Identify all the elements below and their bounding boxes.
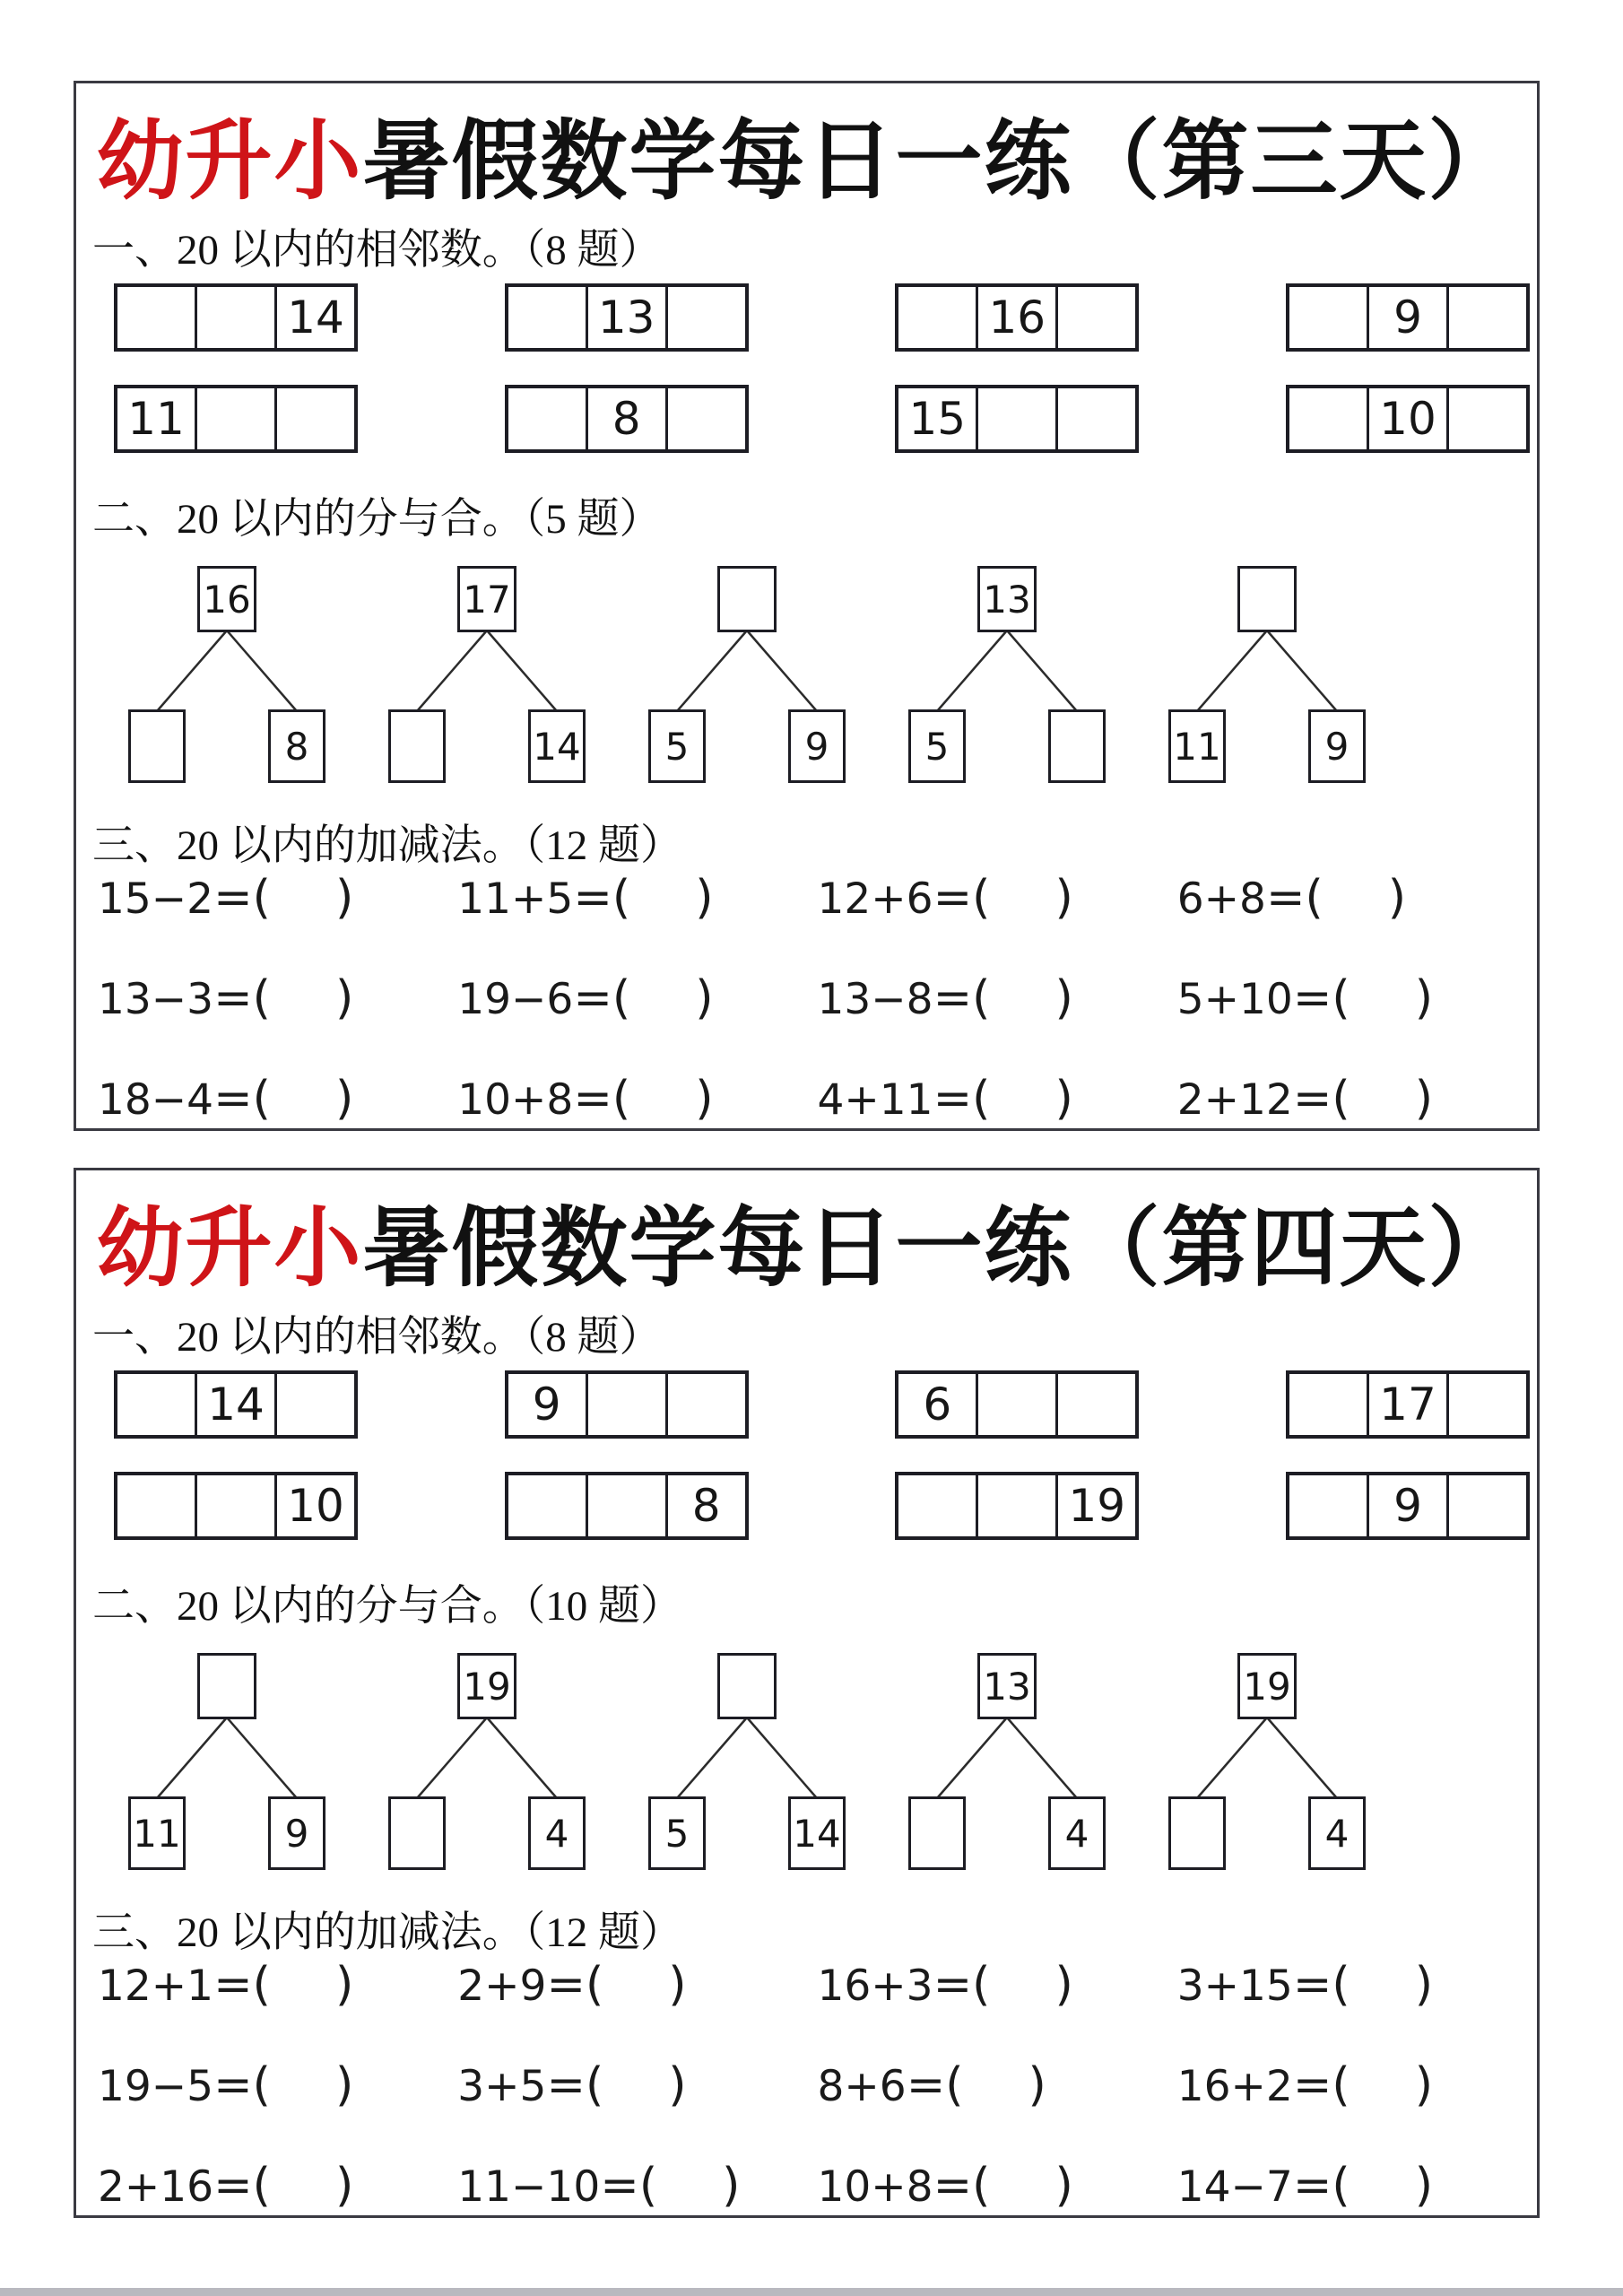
paren-close: ) bbox=[695, 971, 714, 1025]
number-bond bbox=[635, 566, 859, 783]
neighbor-cell[interactable] bbox=[1446, 287, 1526, 348]
neighbor-cell-filled: 17 bbox=[1367, 1374, 1446, 1435]
answer-blank[interactable] bbox=[1350, 2200, 1415, 2201]
neighbor-cell[interactable] bbox=[117, 1374, 195, 1435]
paren-close: ) bbox=[1387, 871, 1407, 925]
neighbor-cell[interactable] bbox=[898, 287, 976, 348]
bond-top-box[interactable] bbox=[717, 566, 777, 632]
neighbor-cell[interactable] bbox=[665, 287, 745, 348]
equation bbox=[98, 871, 457, 925]
neighbor-cell[interactable] bbox=[1055, 388, 1135, 449]
paren-open: =( bbox=[906, 2058, 964, 2112]
paren-close: ) bbox=[1055, 1958, 1073, 2012]
paren-close: ) bbox=[334, 1958, 354, 2012]
answer-blank[interactable] bbox=[990, 1999, 1055, 2000]
neighbor-group bbox=[895, 283, 1139, 352]
answer-blank[interactable] bbox=[990, 1113, 1055, 1114]
neighbor-cell-filled: 16 bbox=[976, 287, 1055, 348]
number-bonds-row bbox=[115, 1653, 1379, 1870]
neighbor-group bbox=[114, 1370, 358, 1439]
bond-right-box: 9 bbox=[788, 709, 846, 783]
paren-open: =( bbox=[213, 2159, 271, 2213]
neighbor-cell[interactable] bbox=[195, 287, 274, 348]
neighbor-cell[interactable] bbox=[1289, 388, 1367, 449]
paren-close: ) bbox=[1028, 2058, 1046, 2112]
neighbor-group bbox=[895, 385, 1139, 453]
paren-open: =( bbox=[1292, 1958, 1350, 2012]
answer-blank[interactable] bbox=[603, 1999, 668, 2000]
answer-blank[interactable] bbox=[630, 1113, 695, 1114]
equation-expression: 6+8 bbox=[1176, 874, 1266, 924]
bond-top-box: 16 bbox=[197, 566, 256, 632]
paren-close: ) bbox=[1055, 971, 1073, 1025]
equation-expression: 11+5 bbox=[457, 874, 574, 924]
paren-open: =( bbox=[1292, 971, 1350, 1025]
neighbor-cell[interactable] bbox=[117, 1475, 195, 1536]
worksheet-title-day3 bbox=[76, 91, 1537, 216]
bond-left-box: 5 bbox=[648, 709, 706, 783]
equation bbox=[1177, 871, 1537, 925]
neighbor-group bbox=[1286, 385, 1530, 453]
equation bbox=[98, 1958, 457, 2012]
section2-heading: 二、20 以内的分与合。（10 题） bbox=[92, 1583, 682, 1630]
equation-expression: 12+1 bbox=[98, 1961, 214, 2011]
neighbor-cell[interactable] bbox=[898, 1475, 976, 1536]
paren-open: =( bbox=[213, 2058, 271, 2112]
neighbor-cell[interactable] bbox=[665, 388, 745, 449]
bond-top-box: 17 bbox=[457, 566, 516, 632]
paren-close: ) bbox=[1414, 2159, 1433, 2213]
number-bond bbox=[635, 1653, 859, 1870]
equation bbox=[1177, 1072, 1537, 1126]
neighbor-cell-filled: 8 bbox=[586, 388, 665, 449]
bond-left-box[interactable] bbox=[388, 1796, 446, 1870]
paren-close: ) bbox=[1414, 1072, 1433, 1126]
worksheet-panel-day4 bbox=[74, 1168, 1540, 2218]
equation bbox=[818, 971, 1177, 1025]
neighbor-cell[interactable] bbox=[1446, 1374, 1526, 1435]
paren-open: =( bbox=[1265, 871, 1324, 925]
neighbor-cell[interactable] bbox=[1055, 287, 1135, 348]
equation bbox=[98, 971, 457, 1025]
equation bbox=[818, 2058, 1177, 2112]
bond-top-box: 13 bbox=[977, 1653, 1037, 1719]
neighbor-cell-filled: 19 bbox=[1055, 1475, 1135, 1536]
bond-top-box: 19 bbox=[1237, 1653, 1297, 1719]
number-bonds-row bbox=[115, 566, 1379, 783]
bond-top-box[interactable] bbox=[1237, 566, 1297, 632]
answer-blank[interactable] bbox=[271, 912, 335, 913]
paren-close: ) bbox=[1055, 871, 1073, 925]
number-bond bbox=[115, 566, 339, 783]
worksheet-panel-day3 bbox=[74, 81, 1540, 1131]
equation-expression: 13−8 bbox=[817, 975, 933, 1024]
bond-right-box: 9 bbox=[1308, 709, 1366, 783]
paren-close: ) bbox=[334, 1072, 354, 1126]
equation bbox=[818, 1072, 1177, 1126]
answer-blank[interactable] bbox=[1350, 1999, 1415, 2000]
number-bond bbox=[895, 1653, 1119, 1870]
equations-grid bbox=[98, 1935, 1537, 2236]
number-bond bbox=[1155, 1653, 1379, 1870]
answer-blank[interactable] bbox=[271, 1999, 335, 2000]
paren-open: =( bbox=[546, 1958, 604, 2012]
neighbor-group bbox=[505, 385, 749, 453]
paren-close: ) bbox=[1414, 2058, 1433, 2112]
bond-top-box[interactable] bbox=[717, 1653, 777, 1719]
neighbor-cell[interactable] bbox=[1055, 1374, 1135, 1435]
neighbor-cell[interactable] bbox=[1289, 1475, 1367, 1536]
neighbor-cell[interactable] bbox=[665, 1374, 745, 1435]
neighbor-group bbox=[114, 385, 358, 453]
answer-blank[interactable] bbox=[990, 912, 1055, 913]
bond-right-box: 14 bbox=[788, 1796, 846, 1870]
neighbor-cell-filled: 6 bbox=[923, 1378, 952, 1431]
equation bbox=[457, 1072, 817, 1126]
neighbor-cell-filled: 9 bbox=[1367, 1475, 1446, 1536]
equation bbox=[98, 2159, 457, 2213]
number-bond bbox=[115, 1653, 339, 1870]
neighbor-group bbox=[1286, 1472, 1530, 1540]
number-bond bbox=[375, 1653, 599, 1870]
paren-open: =( bbox=[573, 1072, 631, 1126]
number-bond bbox=[375, 566, 599, 783]
paren-close: ) bbox=[334, 971, 354, 1025]
paren-open: =( bbox=[933, 1958, 991, 2012]
equation bbox=[1177, 2058, 1537, 2112]
bond-left-box[interactable] bbox=[1168, 1796, 1226, 1870]
neighbor-cell[interactable] bbox=[274, 1374, 354, 1435]
equation bbox=[457, 871, 817, 925]
neighbor-cell-filled: 10 bbox=[1367, 388, 1446, 449]
paren-open: =( bbox=[1292, 2159, 1350, 2213]
equation-expression: 3+5 bbox=[457, 2062, 547, 2111]
equation-expression: 19−5 bbox=[98, 2062, 214, 2111]
bond-left-box: 11 bbox=[128, 1796, 186, 1870]
paren-close: ) bbox=[1414, 971, 1433, 1025]
neighbor-cell-filled: 13 bbox=[586, 287, 665, 348]
bond-top-box[interactable] bbox=[197, 1653, 256, 1719]
neighbor-cell[interactable] bbox=[195, 1475, 274, 1536]
paren-open: =( bbox=[573, 871, 631, 925]
paren-open: =( bbox=[600, 2159, 658, 2213]
neighbor-group bbox=[895, 1370, 1139, 1439]
paren-close: ) bbox=[334, 2159, 354, 2213]
equation bbox=[818, 1958, 1177, 2012]
bond-right-box: 4 bbox=[528, 1796, 586, 1870]
neighbor-cell[interactable] bbox=[1289, 287, 1367, 348]
answer-blank[interactable] bbox=[271, 2200, 335, 2201]
neighbor-cell-filled: 9 bbox=[1367, 287, 1446, 348]
paren-open: =( bbox=[573, 971, 631, 1025]
bond-top-box: 13 bbox=[977, 566, 1037, 632]
neighbor-cell-filled: 11 bbox=[127, 393, 185, 445]
section2-heading: 二、20 以内的分与合。（5 题） bbox=[92, 496, 662, 543]
neighbor-row bbox=[114, 1472, 1530, 1540]
section1-heading: 一、20 以内的相邻数。（8 题） bbox=[92, 1314, 662, 1361]
neighbor-group bbox=[114, 1472, 358, 1540]
equation-expression: 15−2 bbox=[98, 874, 214, 924]
equation-expression: 12+6 bbox=[817, 874, 933, 924]
equation bbox=[1177, 1958, 1537, 2012]
neighbor-cell-filled: 8 bbox=[665, 1475, 745, 1536]
neighbor-cell[interactable] bbox=[117, 287, 195, 348]
equation-expression: 11−10 bbox=[457, 2162, 601, 2212]
number-bond bbox=[895, 566, 1119, 783]
title-text: 暑假数学每日一练（第三天） bbox=[362, 114, 1517, 210]
neighbor-cell-filled: 10 bbox=[274, 1475, 354, 1536]
number-bond bbox=[1155, 566, 1379, 783]
bond-right-box: 8 bbox=[268, 709, 325, 783]
bond-right-box: 4 bbox=[1048, 1796, 1106, 1870]
neighbor-cell[interactable] bbox=[274, 388, 354, 449]
answer-blank[interactable] bbox=[990, 2200, 1055, 2201]
equation bbox=[1177, 2159, 1537, 2213]
equation-expression: 10+8 bbox=[457, 1075, 574, 1125]
equation bbox=[98, 1072, 457, 1126]
answer-blank[interactable] bbox=[630, 912, 695, 913]
neighbor-cell[interactable] bbox=[586, 1475, 665, 1536]
equation bbox=[1177, 971, 1537, 1025]
neighbor-cell[interactable] bbox=[195, 388, 274, 449]
paren-close: ) bbox=[722, 2159, 741, 2213]
neighbor-cell[interactable] bbox=[508, 388, 586, 449]
bond-left-box: 11 bbox=[1168, 709, 1226, 783]
bond-left-box[interactable] bbox=[388, 709, 446, 783]
bond-top-box: 19 bbox=[457, 1653, 516, 1719]
neighbor-group bbox=[505, 1472, 749, 1540]
bond-right-box: 4 bbox=[1308, 1796, 1366, 1870]
title-highlight: 幼升小 bbox=[96, 114, 363, 210]
paren-open: =( bbox=[933, 2159, 991, 2213]
equation-expression: 5+10 bbox=[1176, 975, 1293, 1024]
equation-expression: 14−7 bbox=[1176, 2162, 1293, 2212]
answer-blank[interactable] bbox=[657, 2200, 722, 2201]
neighbor-cell-filled: 9 bbox=[532, 1378, 561, 1431]
equation-expression: 4+11 bbox=[817, 1075, 933, 1125]
paren-close: ) bbox=[1055, 2159, 1073, 2213]
paren-close: ) bbox=[695, 871, 714, 925]
paren-open: =( bbox=[213, 971, 271, 1025]
paren-close: ) bbox=[695, 1072, 714, 1126]
equation-expression: 2+12 bbox=[1176, 1075, 1293, 1125]
bond-right-box: 9 bbox=[268, 1796, 325, 1870]
paren-close: ) bbox=[1414, 1958, 1433, 2012]
paren-close: ) bbox=[334, 2058, 354, 2112]
neighbor-cell[interactable] bbox=[976, 1374, 1055, 1435]
equation bbox=[457, 1958, 817, 2012]
neighbor-cell[interactable] bbox=[976, 388, 1055, 449]
paren-close: ) bbox=[668, 2058, 687, 2112]
equation-expression: 16+2 bbox=[1176, 2062, 1293, 2111]
neighbor-row bbox=[114, 1370, 1530, 1439]
neighbor-cell[interactable] bbox=[976, 1475, 1055, 1536]
equation bbox=[457, 971, 817, 1025]
paren-open: =( bbox=[546, 2058, 604, 2112]
section3-heading: 三、20 以内的加减法。（12 题） bbox=[92, 822, 682, 869]
paren-close: ) bbox=[1055, 1072, 1073, 1126]
bond-left-box: 5 bbox=[648, 1796, 706, 1870]
neighbor-cell-filled: 15 bbox=[908, 393, 967, 445]
answer-blank[interactable] bbox=[1350, 1113, 1415, 1114]
bond-left-box[interactable] bbox=[128, 709, 186, 783]
neighbor-group bbox=[114, 283, 358, 352]
section1-heading: 一、20 以内的相邻数。（8 题） bbox=[92, 227, 662, 274]
bond-right-box: 14 bbox=[528, 709, 586, 783]
neighbor-cell[interactable] bbox=[586, 1374, 665, 1435]
equation-expression: 10+8 bbox=[817, 2162, 933, 2212]
bond-left-box[interactable] bbox=[908, 1796, 966, 1870]
paren-close: ) bbox=[334, 871, 354, 925]
neighbor-cell[interactable] bbox=[508, 1475, 586, 1536]
neighbor-group bbox=[505, 283, 749, 352]
equation bbox=[457, 2159, 817, 2213]
neighbor-group bbox=[1286, 283, 1530, 352]
equation-expression: 2+9 bbox=[457, 1961, 547, 2011]
paren-open: =( bbox=[933, 971, 991, 1025]
equation-expression: 13−3 bbox=[98, 975, 214, 1024]
neighbor-row bbox=[114, 283, 1530, 352]
paren-open: =( bbox=[933, 871, 991, 925]
bond-right-box[interactable] bbox=[1048, 709, 1106, 783]
equation bbox=[98, 2058, 457, 2112]
paren-open: =( bbox=[1292, 1072, 1350, 1126]
paren-open: =( bbox=[213, 1072, 271, 1126]
equations-grid bbox=[98, 848, 1537, 1149]
neighbor-group bbox=[505, 1370, 749, 1439]
equation-expression: 8+6 bbox=[817, 2062, 907, 2111]
equation-expression: 18−4 bbox=[98, 1075, 214, 1125]
paren-close: ) bbox=[668, 1958, 687, 2012]
bond-left-box: 5 bbox=[908, 709, 966, 783]
title-highlight: 幼升小 bbox=[96, 1201, 363, 1297]
neighbor-cell-filled: 14 bbox=[195, 1374, 274, 1435]
neighbor-cell-filled: 14 bbox=[274, 287, 354, 348]
title-text: 暑假数学每日一练（第四天） bbox=[362, 1201, 1517, 1297]
paren-open: =( bbox=[213, 871, 271, 925]
equation bbox=[818, 871, 1177, 925]
neighbor-group bbox=[1286, 1370, 1530, 1439]
bottom-edge-bar bbox=[0, 2288, 1623, 2296]
equation-expression: 19−6 bbox=[457, 975, 574, 1024]
neighbor-cell[interactable] bbox=[1446, 388, 1526, 449]
worksheet-title-day4 bbox=[76, 1178, 1537, 1303]
equation bbox=[818, 2159, 1177, 2213]
equation-expression: 3+15 bbox=[1176, 1961, 1293, 2011]
answer-blank[interactable] bbox=[271, 1113, 335, 1114]
neighbor-group bbox=[895, 1472, 1139, 1540]
answer-blank[interactable] bbox=[1324, 912, 1388, 913]
section3-heading: 三、20 以内的加减法。（12 题） bbox=[92, 1909, 682, 1956]
equation bbox=[457, 2058, 817, 2112]
paren-open: =( bbox=[213, 1958, 271, 2012]
equation-expression: 2+16 bbox=[98, 2162, 214, 2212]
neighbor-cell[interactable] bbox=[1289, 1374, 1367, 1435]
neighbor-row bbox=[114, 385, 1530, 453]
paren-open: =( bbox=[933, 1072, 991, 1126]
equation-expression: 16+3 bbox=[817, 1961, 933, 2011]
neighbor-cell[interactable] bbox=[508, 287, 586, 348]
paren-open: =( bbox=[1292, 2058, 1350, 2112]
neighbor-cell[interactable] bbox=[1446, 1475, 1526, 1536]
